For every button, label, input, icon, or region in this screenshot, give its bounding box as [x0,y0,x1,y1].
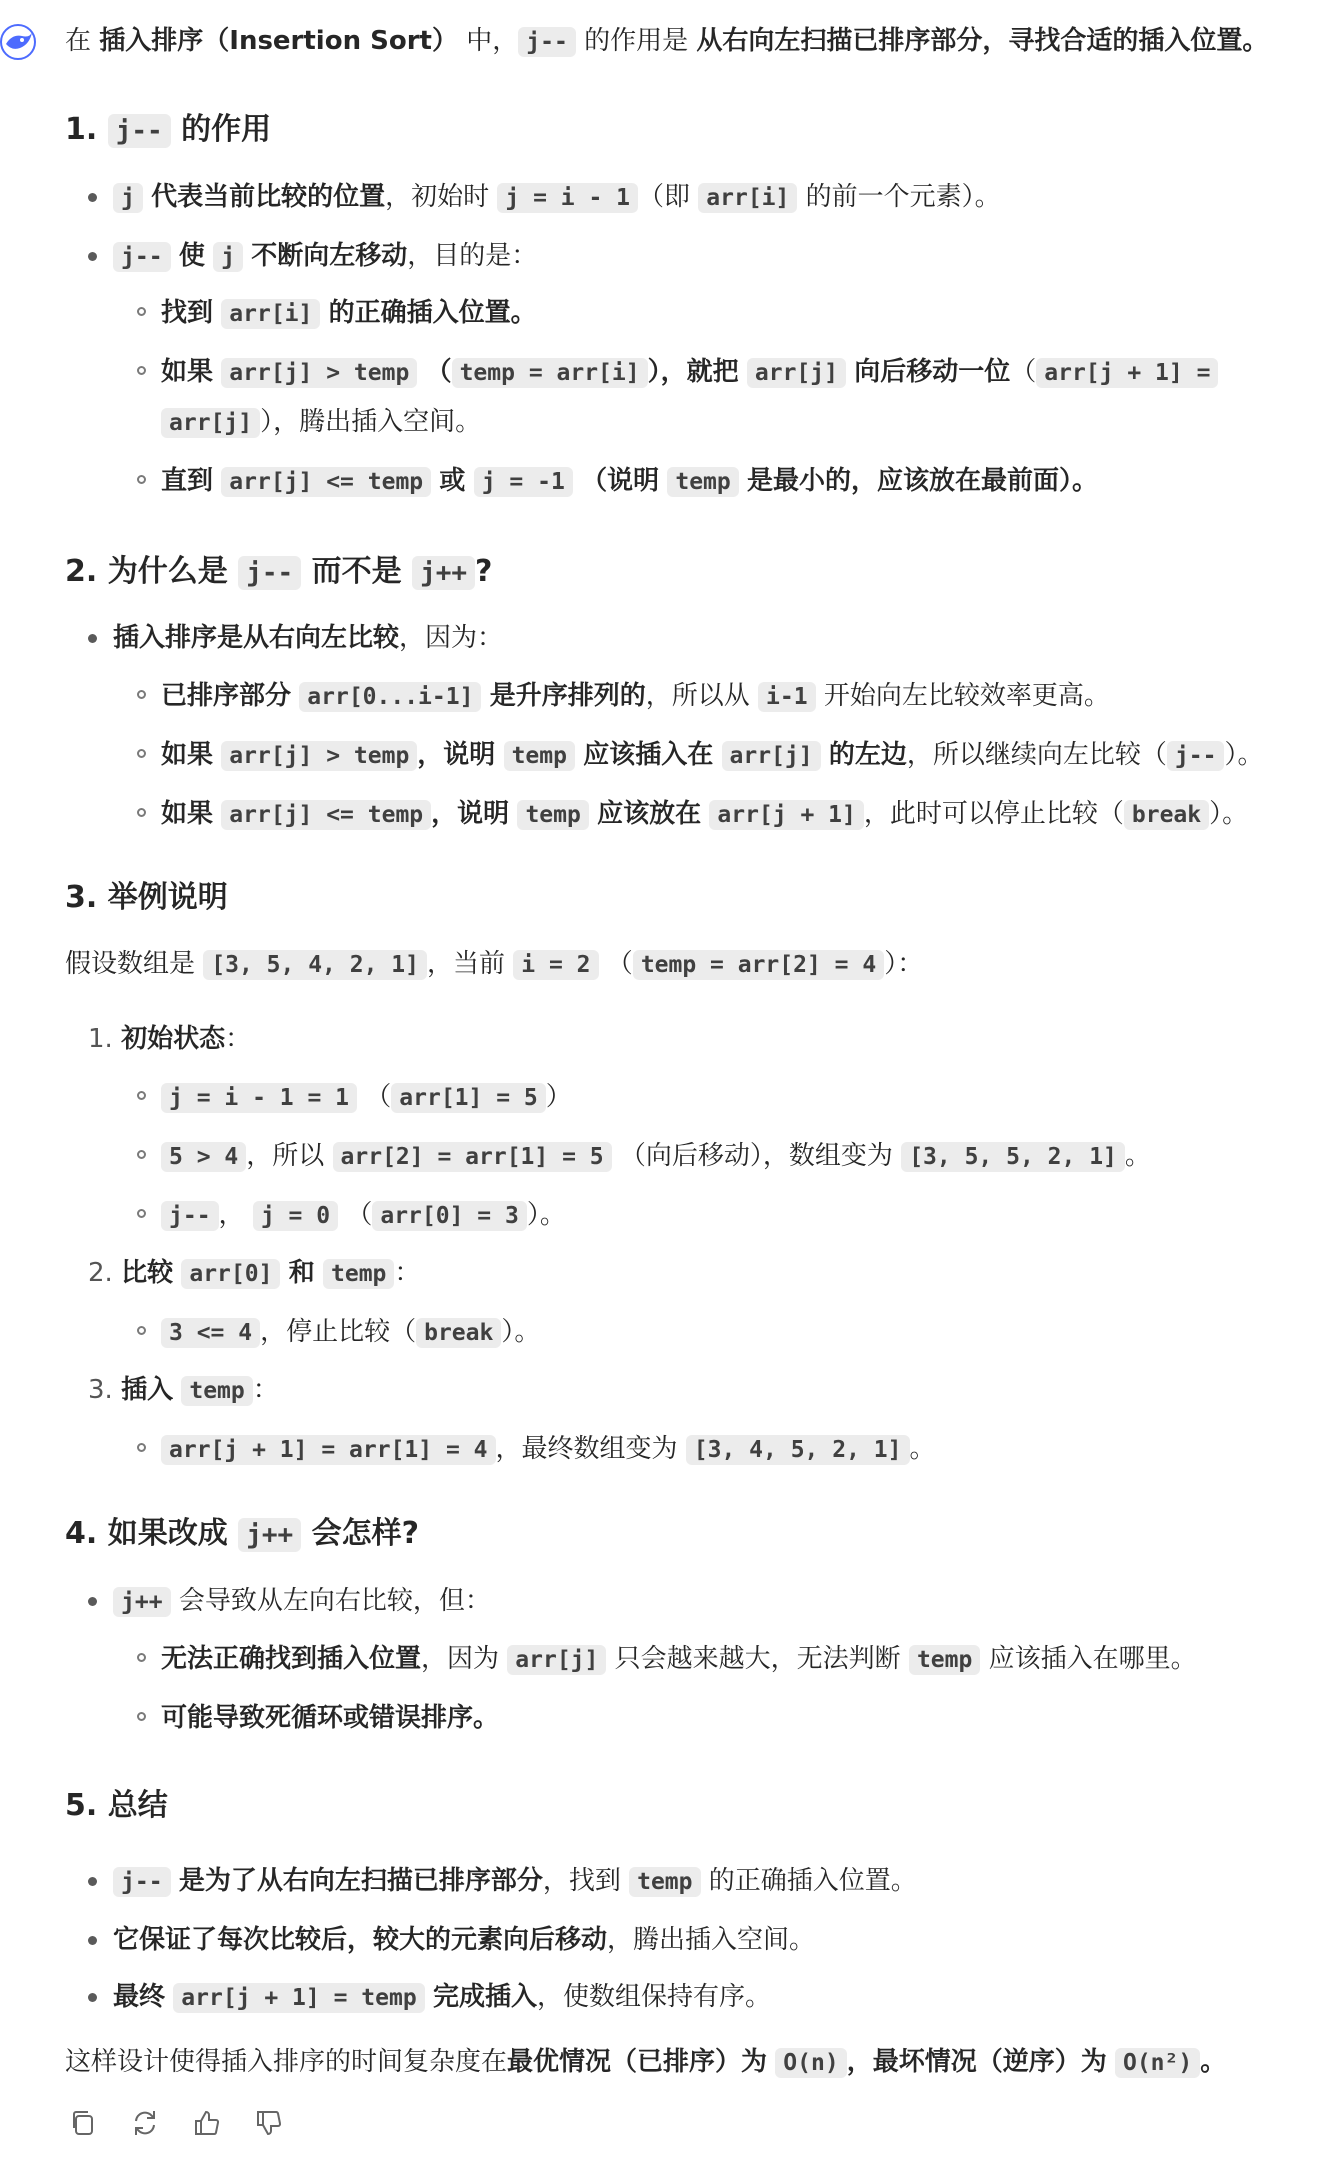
inline-code: arr[0...i-1] [299,682,481,712]
list-item [113,621,503,655]
text: 的前一个元素）。 [797,182,1001,212]
inline-code: temp [909,1645,980,1675]
text: ，此时可以停止比较（ [863,799,1124,829]
section-title: 总结 [107,1788,168,1823]
bullet [88,193,97,202]
bold-text: 代表当前比较的位置 [151,182,386,212]
bullet [88,1993,97,2002]
text: （即 [638,182,699,212]
section-heading-3 [65,872,228,916]
text: ）。 [526,1200,566,1230]
text: ，所以 [246,1141,325,1171]
text: 开始向左比较效率更高。 [823,681,1110,711]
text: 只会越来越大，无法判断 [614,1644,901,1674]
text: 的正确插入位置。 [708,1866,917,1896]
inline-code: j-- [113,1867,171,1897]
inline-code: arr[2] = arr[1] = 5 [333,1142,612,1172]
text: 。 [1124,1141,1151,1171]
bold-text: 如果 [161,740,214,770]
text: ： [252,1375,279,1405]
bullet [88,252,97,261]
sub-list-item [161,1139,1151,1174]
text: （ [346,1200,373,1230]
sub-list-item-continued [161,405,481,440]
section-heading-5 [65,1780,168,1824]
sub-bullet [137,808,146,817]
section-title: 如果改成 [107,1516,228,1551]
bold-text: 最终 [113,1982,166,2012]
intro-paragraph [65,24,1268,59]
inline-code: arr[j] [507,1645,606,1675]
inline-code: j = i - 1 = 1 [161,1083,357,1113]
inline-code: j-- [161,1201,219,1231]
intro-text: 的作用是 [575,26,697,56]
intro-text: 中， [458,26,519,56]
list-item [113,1980,771,2015]
bold-text: 不断向左移动 [251,241,408,271]
copy-icon[interactable] [66,2106,100,2140]
bullet [88,1597,97,1606]
text: ，所以继续向左比较（ [906,740,1167,770]
list-item [113,1864,917,1899]
sub-list-item [161,464,1098,499]
inline-code: arr[1] = 5 [391,1083,545,1113]
inline-code: arr[0] [181,1259,280,1289]
inline-code: arr[0] = 3 [372,1201,526,1231]
sub-list-item [161,797,1248,832]
item-number: 1. [88,1024,113,1054]
bold-text: 的左边 [828,740,907,770]
closing-paragraph [65,2045,1226,2080]
bold-text: 初始状态 [121,1024,226,1054]
section-number: 3. [65,880,98,915]
bold-text: 比较 [121,1258,174,1288]
bold-text: ，最坏情况（逆序）为 [846,2047,1107,2077]
text: ）。 [501,1317,541,1347]
ordered-item [88,1373,279,1408]
item-number: 2. [88,1258,113,1288]
text: ， [218,1200,245,1230]
regenerate-icon[interactable] [128,2106,162,2140]
bold-text: 可能导致死循环或错误排序。 [161,1703,500,1733]
bold-text: 找到 [161,298,214,328]
inline-code: temp [629,1867,700,1897]
thumbs-down-icon[interactable] [252,2106,286,2140]
text: （ [365,1082,392,1112]
bold-text: （说明 [581,466,660,496]
text: 应该插入在哪里。 [988,1644,1197,1674]
inline-code: temp [517,800,588,830]
bold-text: 是为了从右向左扫描已排序部分 [178,1866,543,1896]
inline-code: temp [323,1259,394,1289]
text: ，所以从 [645,681,750,711]
bold-text: 使 [178,241,205,271]
bold-text: 应该插入在 [583,740,714,770]
ordered-item [88,1256,420,1291]
text: （ [606,949,633,979]
inline-code: j = i - 1 [497,183,638,213]
sub-bullet [137,1209,146,1218]
bullet [88,634,97,643]
inline-code: arr[j] [161,408,260,438]
inline-code: j++ [113,1587,171,1617]
sub-list-item [161,296,537,331]
text: （向后移动），数组变为 [619,1141,893,1171]
inline-code: arr[j] [747,358,846,388]
bold-text: 最优情况（已排序）为 [507,2047,768,2077]
ordered-item [88,1022,251,1056]
section-title: ? [475,554,493,589]
sub-bullet [137,749,146,758]
inline-code: j++ [238,1518,301,1552]
bold-text: ，说明 [417,740,496,770]
section-heading-2 [65,546,492,590]
section-number: 1. [65,112,98,147]
inline-code: j-- [238,556,301,590]
sub-bullet [137,690,146,699]
section-heading-1 [65,104,271,148]
bold-text: 是升序排列的 [489,681,646,711]
inline-code: i = 2 [513,950,598,980]
bold-text: 。 [1200,2047,1227,2077]
inline-code: j = 0 [253,1201,338,1231]
bullet [88,1936,97,1945]
text: 这样设计使得插入排序的时间复杂度在 [65,2047,508,2077]
text: ）： [884,949,924,979]
inline-code: arr[j] > temp [221,358,417,388]
bold-text: 向后移动一位 [854,357,1011,387]
inline-code: arr[j + 1] [709,800,863,830]
inline-code: temp [181,1376,252,1406]
bold-text: ，说明 [431,799,510,829]
inline-code: arr[j] <= temp [221,800,431,830]
sub-bullet [137,1326,146,1335]
example-intro [65,947,923,982]
section-number: 2. [65,554,98,589]
inline-code: O(n²) [1115,2048,1200,2078]
sub-bullet [137,1712,146,1721]
inline-code: j-- [1167,741,1225,771]
list-item [113,180,1001,215]
inline-code: j [213,242,243,272]
section-title: 举例说明 [107,880,228,915]
bold-text: 是最小的，应该放在最前面）。 [747,466,1099,496]
bold-text: 完成插入 [432,1982,537,2012]
bold-text: 和 [288,1258,315,1288]
inline-code: j++ [412,556,475,590]
inline-code: [3, 5, 4, 2, 1] [203,950,427,980]
inline-code: 3 <= 4 [161,1318,260,1348]
sub-bullet [137,1443,146,1452]
text: ，使数组保持有序。 [536,1982,771,2012]
item-number: 3. [88,1375,113,1405]
sub-list-item [161,1315,540,1350]
sub-bullet [137,475,146,484]
inline-code: temp = arr[i] [452,358,648,388]
bold-text: 插入排序是从右向左比较 [113,623,400,653]
inline-code: arr[i] [221,299,320,329]
inline-code: arr[j + 1] = [1036,358,1218,388]
bold-text: 已排序部分 [161,681,292,711]
assistant-avatar-icon [0,24,36,60]
inline-code: temp [667,467,738,497]
text: ，腾出插入空间。 [607,1925,816,1955]
inline-code: j-- [518,27,576,57]
bold-text: 如果 [161,799,214,829]
sub-bullet [137,307,146,316]
bold-text: 的正确插入位置。 [328,298,537,328]
inline-code: 5 > 4 [161,1142,246,1172]
sub-list-item [161,1642,1197,1677]
text: ，最终数组变为 [495,1434,678,1464]
bold-text: （ [425,357,452,387]
sub-list-item [161,679,1110,714]
bold-text: 应该放在 [597,799,702,829]
intro-text: 在 [65,26,100,56]
text: ，停止比较（ [260,1317,417,1347]
text: ）。 [1224,740,1264,770]
bold-text: 无法正确找到插入位置 [161,1644,422,1674]
intro-bold: 从右向左扫描已排序部分，寻找合适的插入位置。 [696,26,1269,56]
bold-text: 插入 [121,1375,174,1405]
text: ，初始时 [385,182,498,212]
intro-bold: 插入排序（Insertion Sort） [99,26,458,56]
section-title: 而不是 [311,554,402,589]
sub-list-item [161,738,1263,773]
text: ，因为 [421,1644,500,1674]
section-title: 会怎样? [311,1516,420,1551]
inline-code: j-- [113,242,171,272]
list-item [113,1584,491,1619]
section-heading-4 [65,1508,419,1552]
inline-code: arr[j + 1] = arr[1] = 4 [161,1435,496,1465]
text: 。 [909,1434,936,1464]
text: ，目的是： [407,241,538,271]
inline-code: j-- [108,114,171,148]
inline-code: arr[j + 1] = temp [173,1983,424,2013]
sub-list-item [161,1080,572,1115]
bold-text: 或 [439,466,466,496]
inline-code: j [113,183,143,213]
sub-list-item [161,1701,499,1735]
section-number: 5. [65,1788,98,1823]
sub-list-item [161,1432,936,1467]
text: ），腾出插入空间。 [260,407,482,437]
section-title: 的作用 [181,112,272,147]
text: （ [1010,357,1037,387]
inline-code: arr[i] [698,183,797,213]
list-item [113,239,537,274]
inline-code: O(n) [775,2048,846,2078]
bold-text: 直到 [161,466,214,496]
text: ，因为： [399,623,504,653]
text: ： [394,1258,421,1288]
inline-code: temp [504,741,575,771]
inline-code: arr[j] <= temp [221,467,431,497]
text: ）。 [1209,799,1249,829]
text: ，找到 [542,1866,621,1896]
text: ） [545,1082,572,1112]
section-number: 4. [65,1516,98,1551]
inline-code: break [1124,800,1209,830]
sub-bullet [137,1091,146,1100]
sub-bullet [137,1150,146,1159]
inline-code: arr[j] [722,741,821,771]
bold-text: ），就把 [647,357,739,387]
text: ，当前 [427,949,506,979]
inline-code: arr[j] > temp [221,741,417,771]
text: ： [225,1024,252,1054]
bold-text: 它保证了每次比较后，较大的元素向后移动 [113,1925,608,1955]
inline-code: j = -1 [474,467,573,497]
sub-list-item [161,355,1218,390]
sub-bullet [137,366,146,375]
sub-list-item [161,1198,566,1233]
section-title: 为什么是 [107,554,228,589]
bullet [88,1877,97,1886]
inline-code: break [416,1318,501,1348]
text: 会导致从左向右比较，但： [178,1586,491,1616]
text: 假设数组是 [65,949,196,979]
inline-code: [3, 4, 5, 2, 1] [686,1435,910,1465]
bold-text: 如果 [161,357,214,387]
inline-code: temp = arr[2] = 4 [633,950,884,980]
inline-code: i-1 [758,682,816,712]
list-item [113,1923,815,1957]
thumbs-up-icon[interactable] [190,2106,224,2140]
sub-bullet [137,1653,146,1662]
inline-code: [3, 5, 5, 2, 1] [901,1142,1125,1172]
